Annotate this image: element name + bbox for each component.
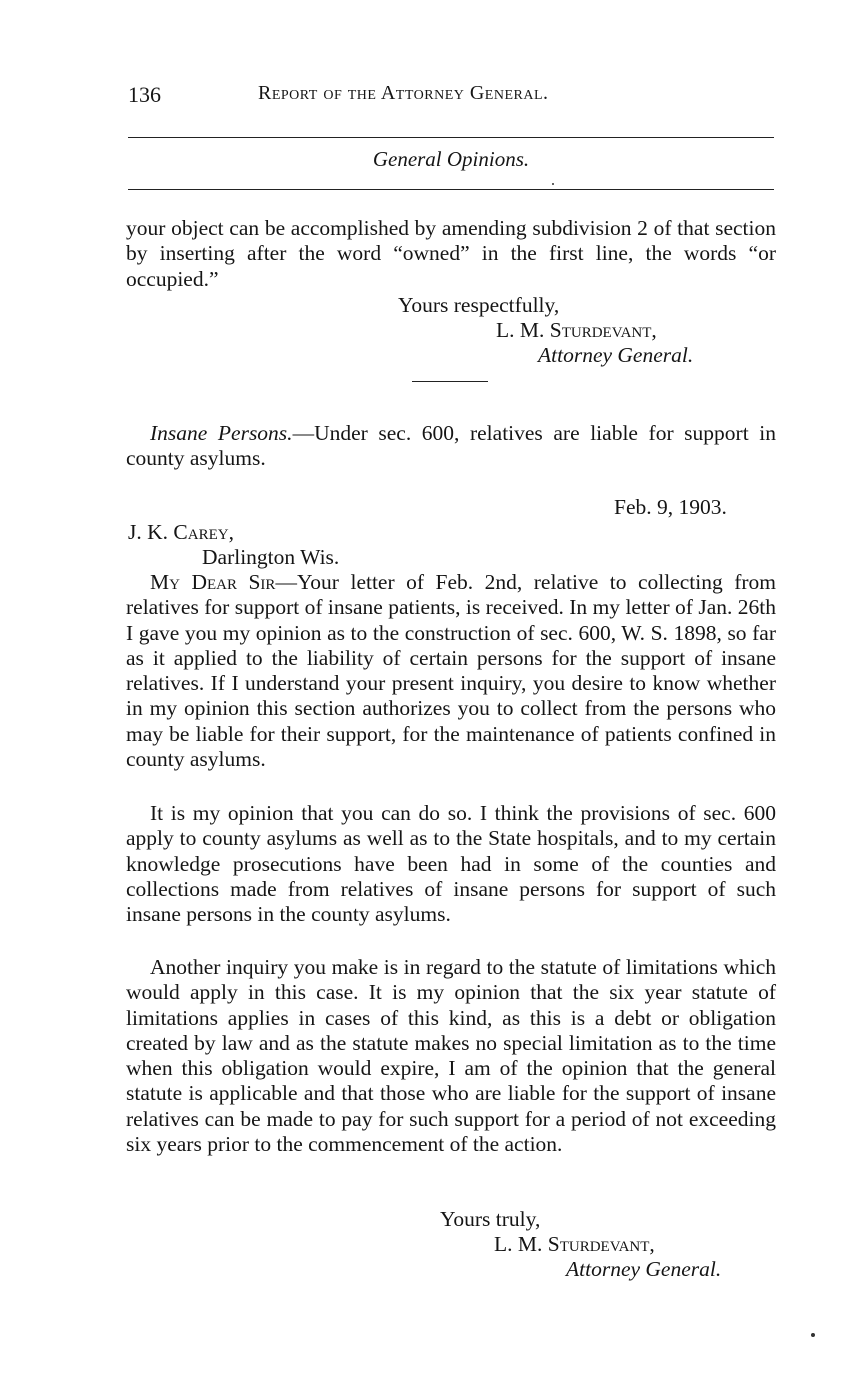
headnote	[126, 421, 776, 472]
letter-date: Feb. 9, 1903.	[614, 495, 727, 519]
headnote-text: —Under sec. 600, relatives are liable for support in county asylums.	[126, 421, 776, 471]
body-paragraph-3: Another inquiry you make is in regard to the statute of limitations which would apply in this case. It is my opinion that the six year statute of limitations applies in cases of this kind, as this is a debt or obligation created by law and as the statute makes no special limitation as to the time when this obligation would expire, I am of the opinion that the general statute is applicable and that those who are liable for the support of insane relatives can be made to pay for such support for a period of not exceeding six years prior to the commencement of the action.	[126, 955, 776, 1157]
section-title: General Opinions.	[372, 147, 530, 171]
addressee-place: Darlington Wis.	[202, 545, 340, 569]
opinion2-closing: Yours truly,	[440, 1207, 541, 1231]
paragraph-1-text: —Your letter of Feb. 2nd, relative to collecting from relatives for support of insane patients, is received. In my letter of Jan. 26th I gave you my opinion as to the construction of sec. 600, W. S. 1898, so far as it applied to the liability of certain persons for the support of insane relatives. If I understand your present inquiry, you desire to know whether in my opinion this section authorizes you to collect from the persons who may be liable for their support, for the maintenance of patients confined in county asylums.	[126, 570, 777, 772]
opinion2-signer-title: Attorney General.	[566, 1257, 722, 1281]
header-rule-bottom	[128, 189, 774, 190]
addressee-name: J. K. Carey,	[128, 520, 234, 544]
body-paragraph-2: It is my opinion that you can do so. I think the provisions of sec. 600 apply to county asylums as well as to the State hospitals, and to my certain knowledge prosecutions have been had in some of the counties and collections made from relatives of insane persons for support of such insane persons in the county asylums.	[126, 801, 776, 927]
header-rule-top	[128, 137, 774, 138]
page-number: 136	[128, 82, 161, 107]
opinion1-signer: L. M. Sturdevant,	[496, 318, 657, 342]
headnote-label: Insane Persons.	[150, 421, 293, 445]
opinion1-closing: Yours respectfully,	[398, 293, 560, 317]
opinion2-signer: L. M. Sturdevant,	[494, 1232, 655, 1256]
scan-speck-small	[552, 183, 554, 185]
page-header	[128, 82, 774, 116]
running-title: Report of the Attorney General.	[258, 82, 549, 104]
body-paragraph-1	[126, 570, 776, 772]
scan-speck	[811, 1333, 815, 1337]
opinion1-text: your object can be accomplished by amending subdivision 2 of that section by inserting after the word “owned” in the first line, the words “or occupied.”	[126, 216, 776, 291]
opinion1-signer-title: Attorney General.	[538, 343, 694, 367]
salutation: My Dear Sir	[150, 570, 276, 594]
separator-rule	[412, 381, 488, 382]
